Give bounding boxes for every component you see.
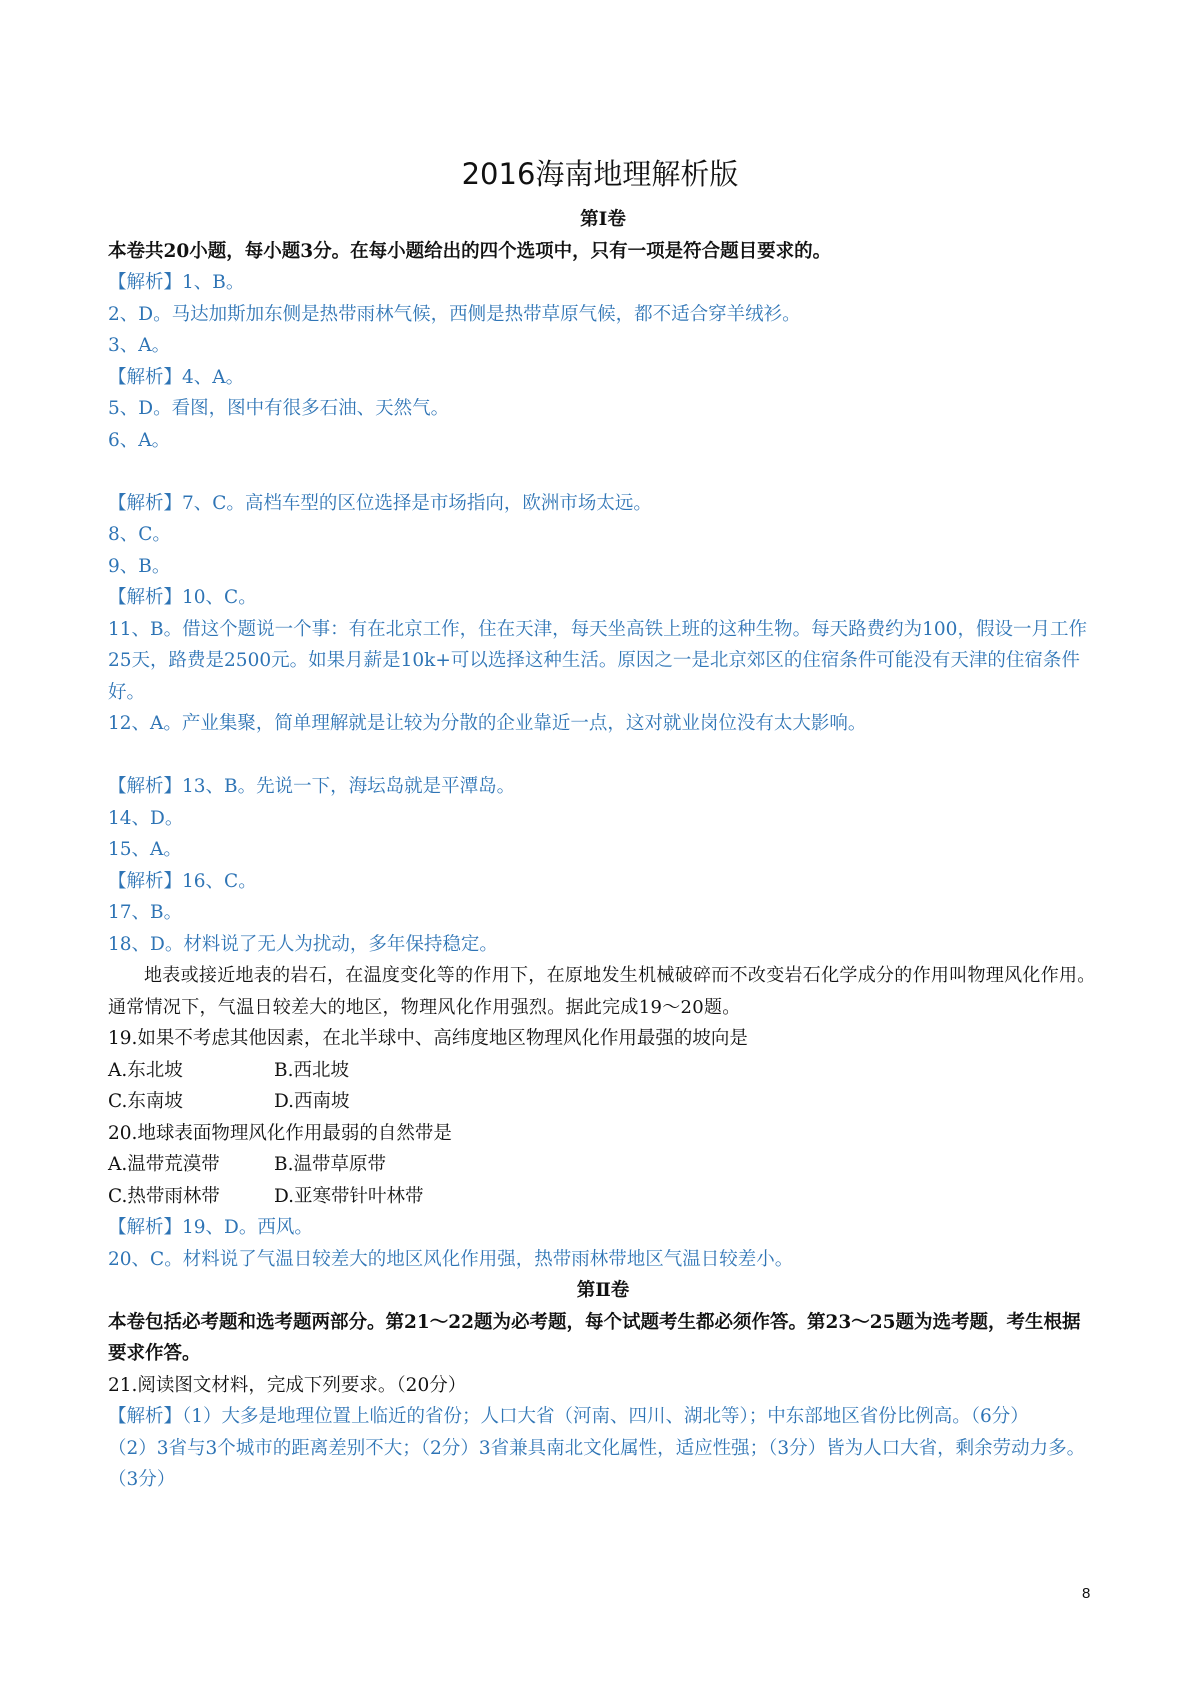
page-title: 2016海南地理解析版	[461, 157, 739, 191]
answer-line: 18、D。材料说了无人为扰动，多年保持稳定。	[108, 933, 498, 955]
answer-line: 14、D。	[108, 807, 184, 829]
spacer	[108, 740, 1098, 772]
option-a: A.东北坡	[108, 1059, 183, 1081]
question-19-options-row	[108, 1086, 1098, 1118]
answer-line: 5、D。看图，图中有很多石油、天然气。	[108, 398, 450, 419]
question-19-stem: 19.如果不考虑其他因素，在北半球中、高纬度地区物理风化作用最强的坡向是	[108, 1028, 748, 1049]
question-20-options-row	[108, 1149, 1098, 1181]
question-21-stem: 21.阅读图文材料，完成下列要求。（20分）	[108, 1374, 467, 1396]
option-a: A.温带荒漠带	[108, 1154, 220, 1175]
answer-line: 20、C。材料说了气温日较差大的地区风化作用强，热带雨林带地区气温日较差小。	[108, 1248, 794, 1270]
answer-line: 3、A。	[108, 335, 171, 356]
part2-instructions: 本卷包括必考题和选考题两部分。第21～22题为必考题，每个试题考生都必须作答。第23～25题为选考题，考生根据要求作答。	[108, 1311, 1081, 1364]
question-20-stem: 20.地球表面物理风化作用最弱的自然带是	[108, 1122, 452, 1144]
answer-line: 【解析】19、D。西风。	[108, 1217, 313, 1238]
answer-line: 【解析】16、C。	[108, 870, 257, 892]
answer-line: 12、A。产业集聚，简单理解就是让较为分散的企业靠近一点，这对就业岗位没有太大影响。	[108, 713, 867, 734]
answer-line: 8、C。	[108, 524, 171, 545]
option-c: C.东南坡	[108, 1091, 183, 1112]
answer-line: 2、D。马达加斯加东侧是热带雨林气候，西侧是热带草原气候，都不适合穿羊绒衫。	[108, 303, 801, 325]
part1-heading: 第Ⅰ卷	[580, 209, 626, 230]
answer-paragraph: 【解析】（1）大多是地理位置上临近的省份；人口大省（河南、四川、湖北等）；中东部地区省份比例高。（6分）	[108, 1406, 1029, 1427]
answer-line: 6、A。	[108, 429, 171, 451]
option-d: D.西南坡	[274, 1091, 350, 1112]
part2-heading: 第Ⅱ卷	[576, 1280, 630, 1301]
answer-paragraph: （2）3省与3个城市的距离差别不大；（2分）3省兼具南北文化属性，适应性强；（3分）皆为人口大省，剩余劳动力多。（3分）	[108, 1437, 1086, 1490]
spacer	[108, 456, 1098, 488]
page-number: 8	[1082, 1585, 1091, 1602]
option-b: B.温带草原带	[274, 1154, 386, 1175]
option-b: B.西北坡	[274, 1059, 349, 1081]
answer-line: 【解析】13、B。先说一下，海坛岛就是平潭岛。	[108, 776, 516, 797]
answer-line: 17、B。	[108, 902, 183, 923]
answer-line: 【解析】4、A。	[108, 366, 245, 388]
question-material: 地表或接近地表的岩石，在温度变化等的作用下，在原地发生机械破碎而不改变岩石化学成分的作用叫物理风化作用。通常情况下，气温日较差大的地区，物理风化作用强烈。据此完成19～20题。	[108, 965, 1096, 1018]
answer-line: 【解析】7、C。高档车型的区位选择是市场指向，欧洲市场太远。	[108, 492, 652, 514]
answer-paragraph: 11、B。借这个题说一个事：有在北京工作，住在天津，每天坐高铁上班的这种生物。每天路费约为100，假设一月工作25天，路费是2500元。如果月薪是10k+可以选择这种生活。原因之一是北京郊区的住宿条件可能没有天津的住宿条件好。	[108, 618, 1087, 703]
answer-line: 15、A。	[108, 839, 182, 860]
option-c: C.热带雨林带	[108, 1185, 220, 1207]
answer-line: 9、B。	[108, 555, 171, 577]
page-content	[108, 204, 1098, 1496]
question-19-options-row	[108, 1055, 1098, 1087]
question-20-options-row	[108, 1181, 1098, 1213]
answer-line: 【解析】1、B。	[108, 272, 245, 293]
option-d: D.亚寒带针叶林带	[274, 1185, 424, 1207]
answer-line: 【解析】10、C。	[108, 587, 257, 608]
part1-instructions: 本卷共20小题，每小题3分。在每小题给出的四个选项中，只有一项是符合题目要求的。	[108, 240, 832, 262]
